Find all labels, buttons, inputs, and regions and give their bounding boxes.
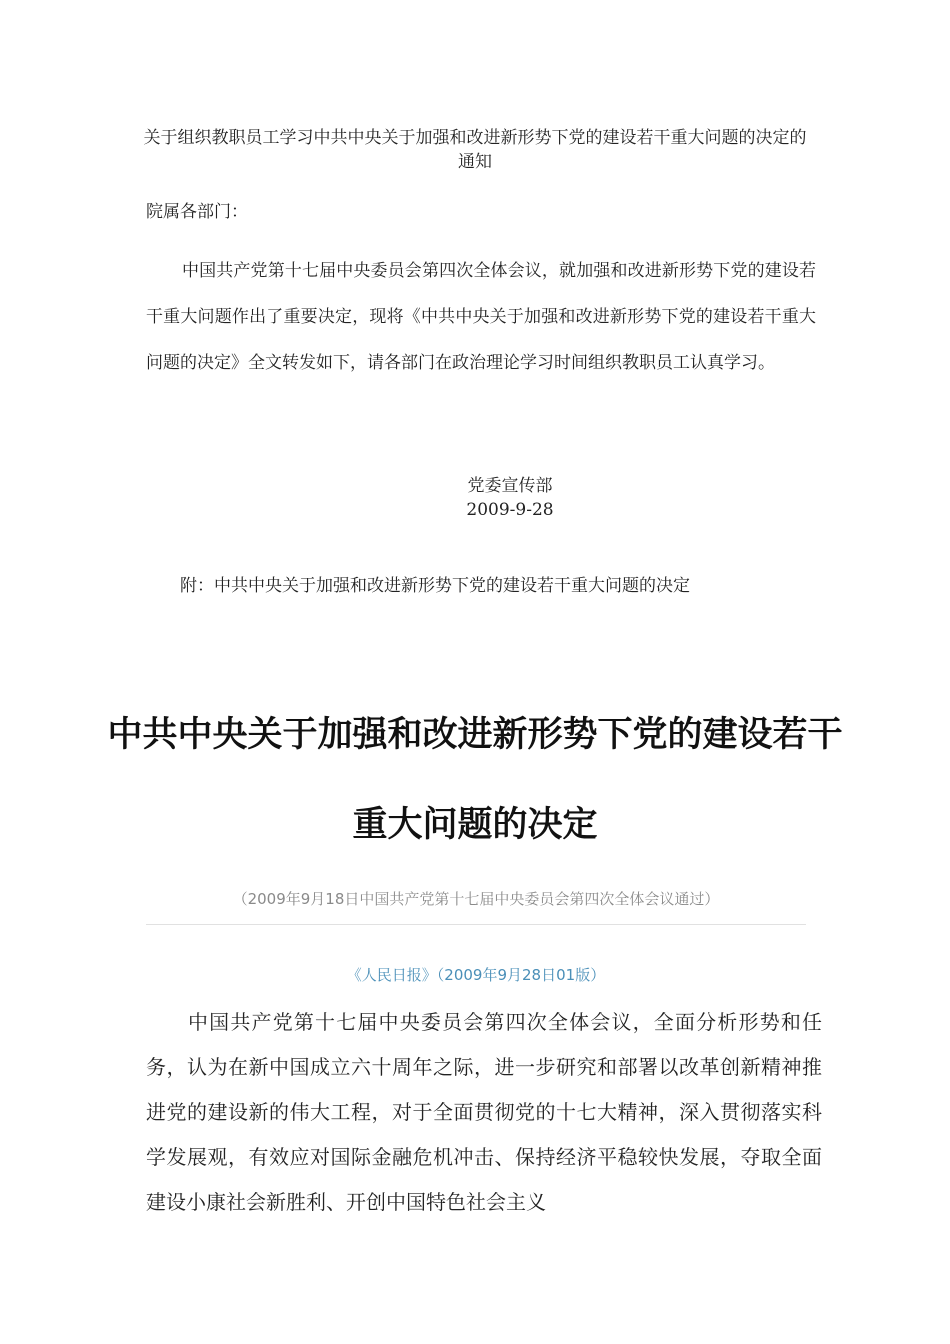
source-link[interactable]: 《人民日报》（2009年9月28日01版） [346,966,606,984]
salutation: 院属各部门： [146,202,248,222]
divider [146,924,806,925]
sign-date: 2009-9-28 [466,500,554,520]
decision-body-paragraph: 中国共产党第十七届中央委员会第四次全体会议，全面分析形势和任务，认为在新中国成立六十周年之际，进一步研究和部署以改革创新精神推进党的建设新的伟大工程，对于全面贯彻党的十七大精神，深入贯彻落实科学发展观，有效应对国际金融危机冲击、保持经济平稳较快发展，夺取全面建设小康社会新胜利、开创中国特色社会主义 [146,1010,822,1214]
notice-title: 关于组织教职员工学习中共中央关于加强和改进新形势下党的建设若干重大问题的决定的通知 [143,128,807,172]
adoption-note: （2009年9月18日中国共产党第十七届中央委员会第四次全体会议通过） [232,890,720,908]
attachment-line: 附：中共中央关于加强和改进新形势下党的建设若干重大问题的决定 [180,576,690,596]
signer: 党委宣传部 [467,476,553,496]
notice-body-paragraph: 中国共产党第十七届中央委员会第四次全体会议，就加强和改进新形势下党的建设若干重大问题作出了重要决定，现将《中共中央关于加强和改进新形势下党的建设若干重大问题的决定》全文转发如下，请各部门在政治理论学习时间组织教职员工认真学习。 [146,261,816,373]
decision-title: 中共中央关于加强和改进新形势下党的建设若干重大问题的决定 [107,715,843,845]
